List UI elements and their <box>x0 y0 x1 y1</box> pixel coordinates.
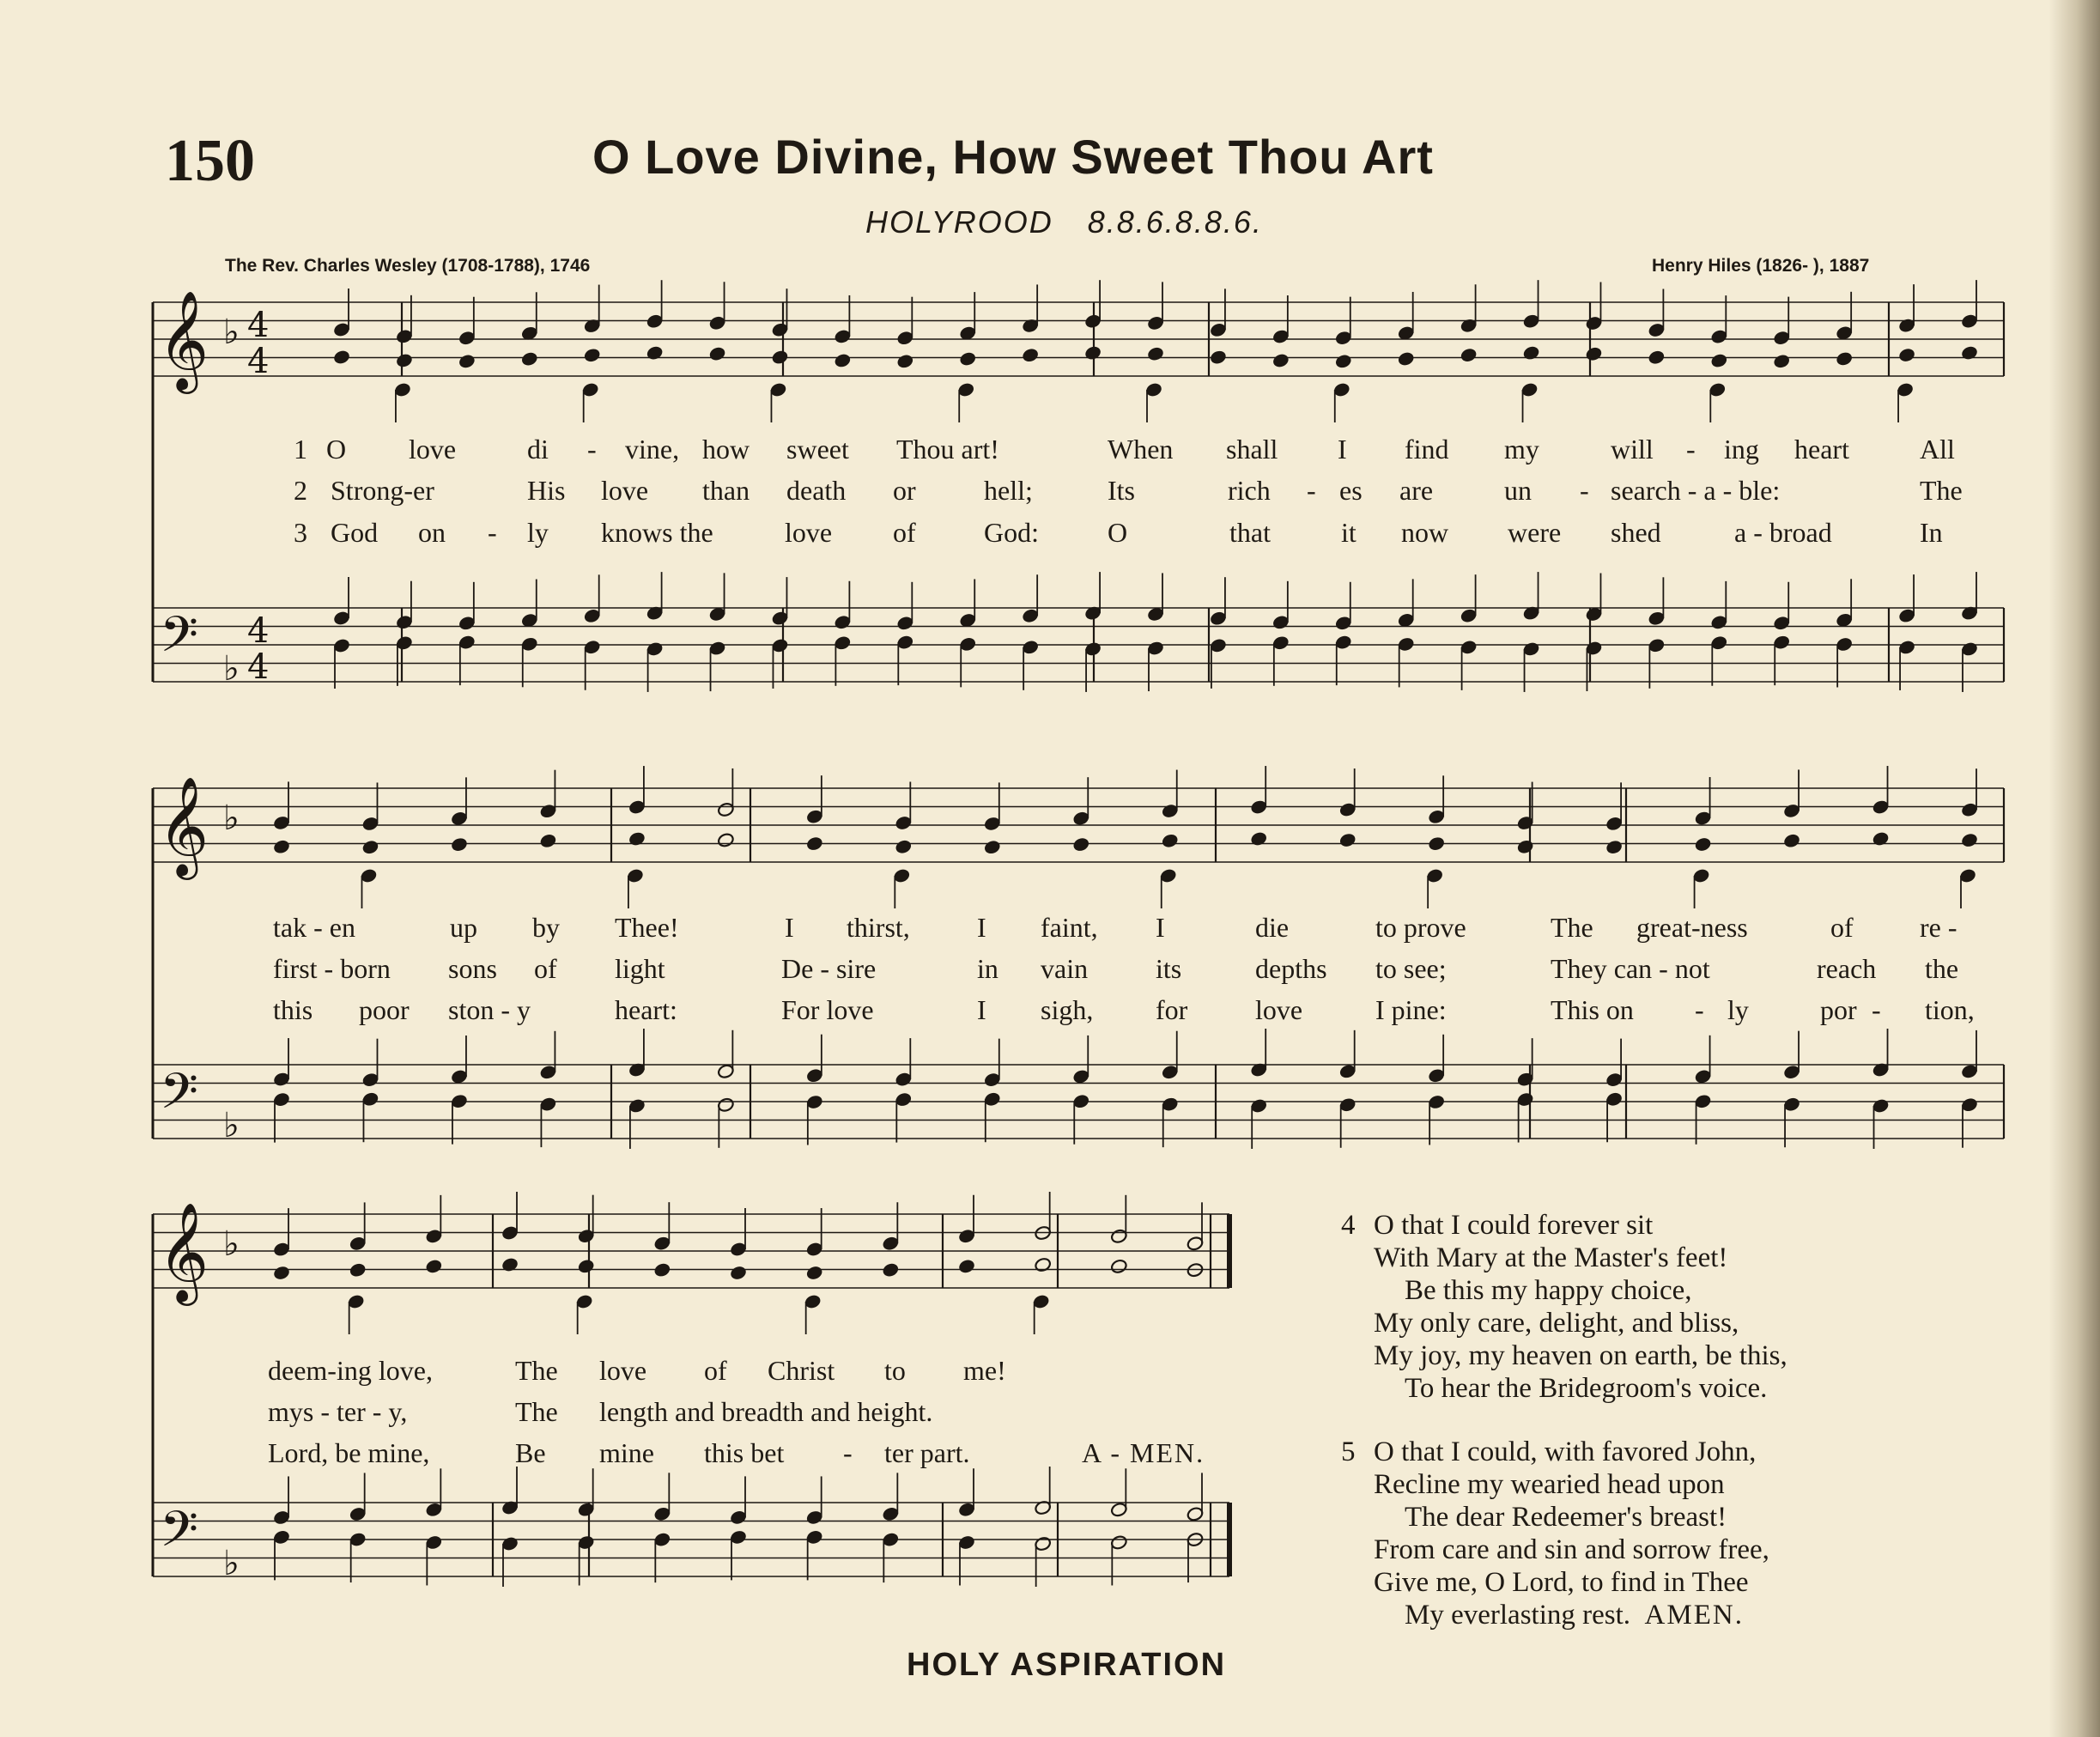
lyric-syllable: - <box>1695 994 1704 1025</box>
time-signature: 4 <box>247 306 270 345</box>
lyric-syllable: por <box>1820 994 1857 1025</box>
lyric-syllable: that <box>1229 517 1271 548</box>
note-head <box>458 354 476 369</box>
note-head <box>333 349 351 365</box>
note-head <box>1084 345 1102 361</box>
lyric-syllable: this bet <box>704 1437 785 1468</box>
stanza-line: Give me, O Lord, to find in Thee <box>1374 1567 1749 1598</box>
note-head <box>1783 833 1801 848</box>
note-head <box>1773 354 1791 369</box>
verse-number: 1 <box>294 434 307 465</box>
lyric-syllable: love <box>599 1355 647 1386</box>
composer-credit: Henry Hiles (1826- ), 1887 <box>1652 256 1870 276</box>
lyric-syllable: - <box>587 434 597 465</box>
stanza-line: My joy, my heaven on earth, be this, <box>1374 1340 1787 1371</box>
lyric-syllable: find <box>1405 434 1449 465</box>
lyric-syllable: of <box>1830 912 1854 943</box>
note-head <box>1460 347 1478 362</box>
time-signature: 4 <box>247 647 270 687</box>
lyric-syllable: tion, <box>1925 994 1975 1025</box>
note-head <box>1872 831 1890 847</box>
lyric-syllable: - <box>843 1437 853 1468</box>
note-head <box>730 1265 748 1280</box>
stanza-line: My only care, delight, and bliss, <box>1374 1308 1739 1339</box>
note-head <box>349 1262 367 1278</box>
lyric-syllable: than <box>702 475 750 506</box>
lyric-syllable: When <box>1108 434 1174 465</box>
lyric-syllable: - <box>1307 475 1316 506</box>
note-head <box>895 839 913 854</box>
author-credit: The Rev. Charles Wesley (1708-1788), 1746 <box>225 256 591 276</box>
treble-clef: 𝄞 <box>158 289 209 390</box>
lyric-syllable: how <box>702 434 750 465</box>
treble-clef: 𝄞 <box>158 775 209 876</box>
time-signature: 4 <box>247 342 270 381</box>
lyric-syllable: will <box>1611 434 1654 465</box>
lyric-syllable: length and breadth and height. <box>599 1396 933 1427</box>
lyric-syllable: ing <box>1724 434 1759 465</box>
note-head <box>882 1262 900 1278</box>
lyric-syllable: ston - y <box>448 994 531 1025</box>
note-head <box>708 346 726 361</box>
note-head <box>983 839 1001 854</box>
stanza-line: O that I could, with favored John, <box>1374 1436 1757 1467</box>
lyric-syllable: light <box>615 953 665 984</box>
note-head <box>1334 354 1352 369</box>
lyric-syllable: reach <box>1817 953 1877 984</box>
key-flat: ♭ <box>223 313 240 352</box>
lyric-syllable: I <box>1156 912 1165 943</box>
lyric-syllable: love <box>601 475 649 506</box>
note-head <box>653 1262 671 1278</box>
stanza-line: The dear Redeemer's breast! <box>1405 1502 1727 1533</box>
note-head <box>1694 836 1712 852</box>
lyric-syllable: un <box>1504 475 1532 506</box>
note-head <box>959 351 977 367</box>
lyric-syllable: search - a - ble: <box>1611 475 1781 506</box>
note-head <box>273 839 291 854</box>
lyric-syllable: ter part. <box>884 1437 970 1468</box>
lyric-syllable: in <box>977 953 998 984</box>
lyric-syllable: now <box>1401 517 1449 548</box>
key-flat: ♭ <box>223 799 240 838</box>
note-head <box>1585 346 1603 361</box>
lyric-syllable: All <box>1920 434 1955 465</box>
lyric-syllable: For love <box>781 994 874 1025</box>
lyric-syllable: up <box>450 912 477 943</box>
lyric-syllable: heart <box>1794 434 1849 465</box>
note-head <box>539 833 557 848</box>
lyric-syllable: - <box>1686 434 1696 465</box>
lyric-syllable: es <box>1339 475 1363 506</box>
lyric-syllable: heart: <box>615 994 677 1025</box>
lyric-syllable: my <box>1504 434 1539 465</box>
stanza-number: 5 <box>1341 1436 1356 1467</box>
stanza-5 <box>1341 1436 1769 1631</box>
lyric-syllable: Its <box>1108 475 1135 506</box>
lyric-syllable: This on <box>1551 994 1634 1025</box>
lyric-syllable: sweet <box>786 434 849 465</box>
lyric-syllable: depths <box>1255 953 1327 984</box>
stanza-line: To hear the Bridegroom's voice. <box>1405 1373 1768 1404</box>
key-flat: ♭ <box>223 1106 240 1145</box>
note-head <box>1110 1259 1128 1274</box>
note-head <box>834 353 852 368</box>
stanza-line: With Mary at the Master's feet! <box>1374 1242 1728 1273</box>
lyric-syllable: sons <box>448 953 497 984</box>
note-head <box>396 353 414 368</box>
hymn-number: 150 <box>165 128 255 194</box>
lyric-syllable: di <box>527 434 549 465</box>
note-head <box>1961 345 1979 361</box>
lyric-syllable: its <box>1156 953 1182 984</box>
lyric-syllable: His <box>527 475 566 506</box>
note-head <box>1648 349 1666 365</box>
stanza-line: Be this my happy choice, <box>1405 1275 1692 1306</box>
lyric-syllable: re - <box>1920 912 1957 943</box>
lyric-syllable: vine, <box>625 434 680 465</box>
lyric-syllable: love <box>1255 994 1303 1025</box>
lyric-syllable: this <box>273 994 313 1025</box>
time-signature: 4 <box>247 611 270 651</box>
note-head <box>583 348 601 363</box>
lyric-syllable: Thou art! <box>896 434 999 465</box>
page-edge-shadow <box>2048 0 2100 1737</box>
lyric-syllable: sigh, <box>1041 994 1094 1025</box>
bass-clef: 𝄢 <box>160 605 199 676</box>
note-head <box>1710 353 1728 368</box>
note-head <box>1272 353 1290 368</box>
lyric-syllable: ly <box>1727 994 1749 1025</box>
stanza-line-text: My everlasting rest. <box>1405 1600 1631 1631</box>
note-head <box>1516 839 1534 854</box>
note-head <box>425 1259 443 1274</box>
treble-clef: 𝄞 <box>158 1201 209 1302</box>
note-head <box>1898 347 1916 362</box>
lyric-syllable: are <box>1399 475 1434 506</box>
lyric-syllable: Thee! <box>615 912 679 943</box>
lyric-syllable: to prove <box>1375 912 1466 943</box>
lyric-syllable: deem-ing love, <box>268 1355 433 1386</box>
stanza-line: Recline my wearied head upon <box>1374 1469 1725 1500</box>
note-head <box>896 354 914 369</box>
lyric-syllable: God: <box>984 517 1039 548</box>
lyric-syllable: knows the <box>601 517 713 548</box>
note-head <box>1338 832 1357 847</box>
lyric-syllable: die <box>1255 912 1290 943</box>
lyric-syllable: first - born <box>273 953 391 984</box>
key-flat: ♭ <box>223 1544 240 1583</box>
lyric-syllable: I <box>785 912 794 943</box>
lyric-syllable: of <box>704 1355 727 1386</box>
lyric-syllable: O <box>1108 517 1128 548</box>
amen: AMEN. <box>1644 1600 1744 1631</box>
lyric-syllable: the <box>1925 953 1959 984</box>
note-head <box>520 351 538 367</box>
note-head <box>1022 348 1040 363</box>
lyric-syllable: love <box>409 434 457 465</box>
lyric-syllable: death <box>786 475 847 506</box>
lyric-syllable: to <box>884 1355 906 1386</box>
lyric-syllable: love <box>785 517 833 548</box>
stanza-line <box>1374 1599 1769 1631</box>
lyric-syllable: thirst, <box>847 912 910 943</box>
key-flat: ♭ <box>223 649 240 689</box>
stanza-line: From care and sin and sorrow free, <box>1374 1534 1769 1565</box>
note-head <box>958 1259 976 1274</box>
note-head <box>501 1257 519 1272</box>
note-head <box>1034 1257 1052 1272</box>
hymn-title: O Love Divine, How Sweet Thou Art <box>592 130 1434 184</box>
lyric-syllable: a - broad <box>1734 517 1832 548</box>
lyric-syllable: In <box>1920 517 1943 548</box>
note-head <box>1961 832 1979 847</box>
lyric-syllable: I <box>1338 434 1347 465</box>
stanza-4 <box>1341 1209 1787 1405</box>
key-flat: ♭ <box>223 1224 240 1264</box>
note-head <box>1250 831 1268 847</box>
note-head <box>1072 836 1090 852</box>
note-head <box>1147 346 1165 361</box>
lyric-syllable: I <box>977 994 986 1025</box>
note-head <box>451 836 469 852</box>
lyric-syllable: The <box>515 1396 558 1427</box>
lyric-syllable: faint, <box>1041 912 1098 943</box>
meter: 8.8.6.8.8.6. <box>1087 204 1263 240</box>
lyric-syllable: - <box>1580 475 1589 506</box>
note-head <box>646 345 664 361</box>
lyric-syllable: The <box>1920 475 1963 506</box>
lyric-syllable: I <box>977 912 986 943</box>
lyric-syllable: I pine: <box>1375 994 1447 1025</box>
note-head <box>806 835 824 851</box>
lyric-syllable: Christ <box>768 1355 835 1386</box>
lyric-syllable: Lord, be mine, <box>268 1437 430 1468</box>
stanza-number: 4 <box>1341 1210 1356 1241</box>
note-head <box>1397 351 1415 367</box>
lyric-syllable: shed <box>1611 517 1661 548</box>
lyric-syllable: poor <box>359 994 410 1025</box>
lyric-syllable: mine <box>599 1437 654 1468</box>
note-head <box>628 831 646 847</box>
lyric-syllable: shall <box>1226 434 1278 465</box>
lyric-syllable: to see; <box>1375 953 1447 984</box>
verse-number: 3 <box>294 517 307 548</box>
lyric-syllable: by <box>532 912 560 943</box>
tune-name: HOLYROOD <box>865 204 1053 240</box>
lyric-syllable: or <box>893 475 916 506</box>
note-head <box>771 349 789 365</box>
lyric-syllable: Be <box>515 1437 546 1468</box>
verse-number: 2 <box>294 475 307 506</box>
lyric-syllable: De - sire <box>781 953 877 984</box>
lyric-syllable: The <box>515 1355 558 1386</box>
lyric-syllable: tak - en <box>273 912 355 943</box>
lyric-syllable: O <box>326 434 347 465</box>
lyric-syllable: vain <box>1041 953 1089 984</box>
lyric-syllable: - <box>488 517 497 548</box>
lyric-syllable: of <box>534 953 557 984</box>
bass-clef: 𝄢 <box>160 1062 199 1133</box>
topic-heading: HOLY ASPIRATION <box>907 1647 1227 1683</box>
note-head <box>577 1259 595 1274</box>
note-head <box>1605 839 1624 854</box>
lyric-syllable: Strong-er <box>331 475 434 506</box>
note-head <box>1522 345 1540 361</box>
lyric-syllable: me! <box>963 1355 1006 1386</box>
lyric-syllable: The <box>1551 912 1593 943</box>
lyric-syllable: mys - ter - y, <box>268 1396 408 1427</box>
lyric-syllable: on <box>418 517 446 548</box>
lyric-syllable: God <box>331 517 379 548</box>
note-head <box>1836 351 1854 367</box>
lyric-syllable: hell; <box>984 475 1033 506</box>
lyric-syllable: ly <box>527 517 549 548</box>
lyric-syllable: - <box>1872 994 1881 1025</box>
note-head <box>1428 835 1446 851</box>
lyric-syllable: They can - not <box>1551 953 1710 984</box>
lyric-syllable: for <box>1156 994 1188 1025</box>
lyric-syllable: were <box>1508 517 1562 548</box>
lyric-syllable: of <box>893 517 916 548</box>
lyric-syllable: A - MEN. <box>1082 1437 1205 1468</box>
note-head <box>717 832 735 847</box>
note-head <box>273 1265 291 1280</box>
note-head <box>1161 833 1179 848</box>
lyric-syllable: it <box>1341 517 1357 548</box>
lyric-syllable: rich <box>1228 475 1271 506</box>
note-head <box>361 840 379 855</box>
bass-clef: 𝄢 <box>160 1500 199 1570</box>
lyric-syllable: great-ness <box>1636 912 1748 943</box>
stanza-line: O that I could forever sit <box>1374 1210 1654 1241</box>
note-head <box>1210 349 1228 365</box>
note-head <box>805 1265 823 1280</box>
